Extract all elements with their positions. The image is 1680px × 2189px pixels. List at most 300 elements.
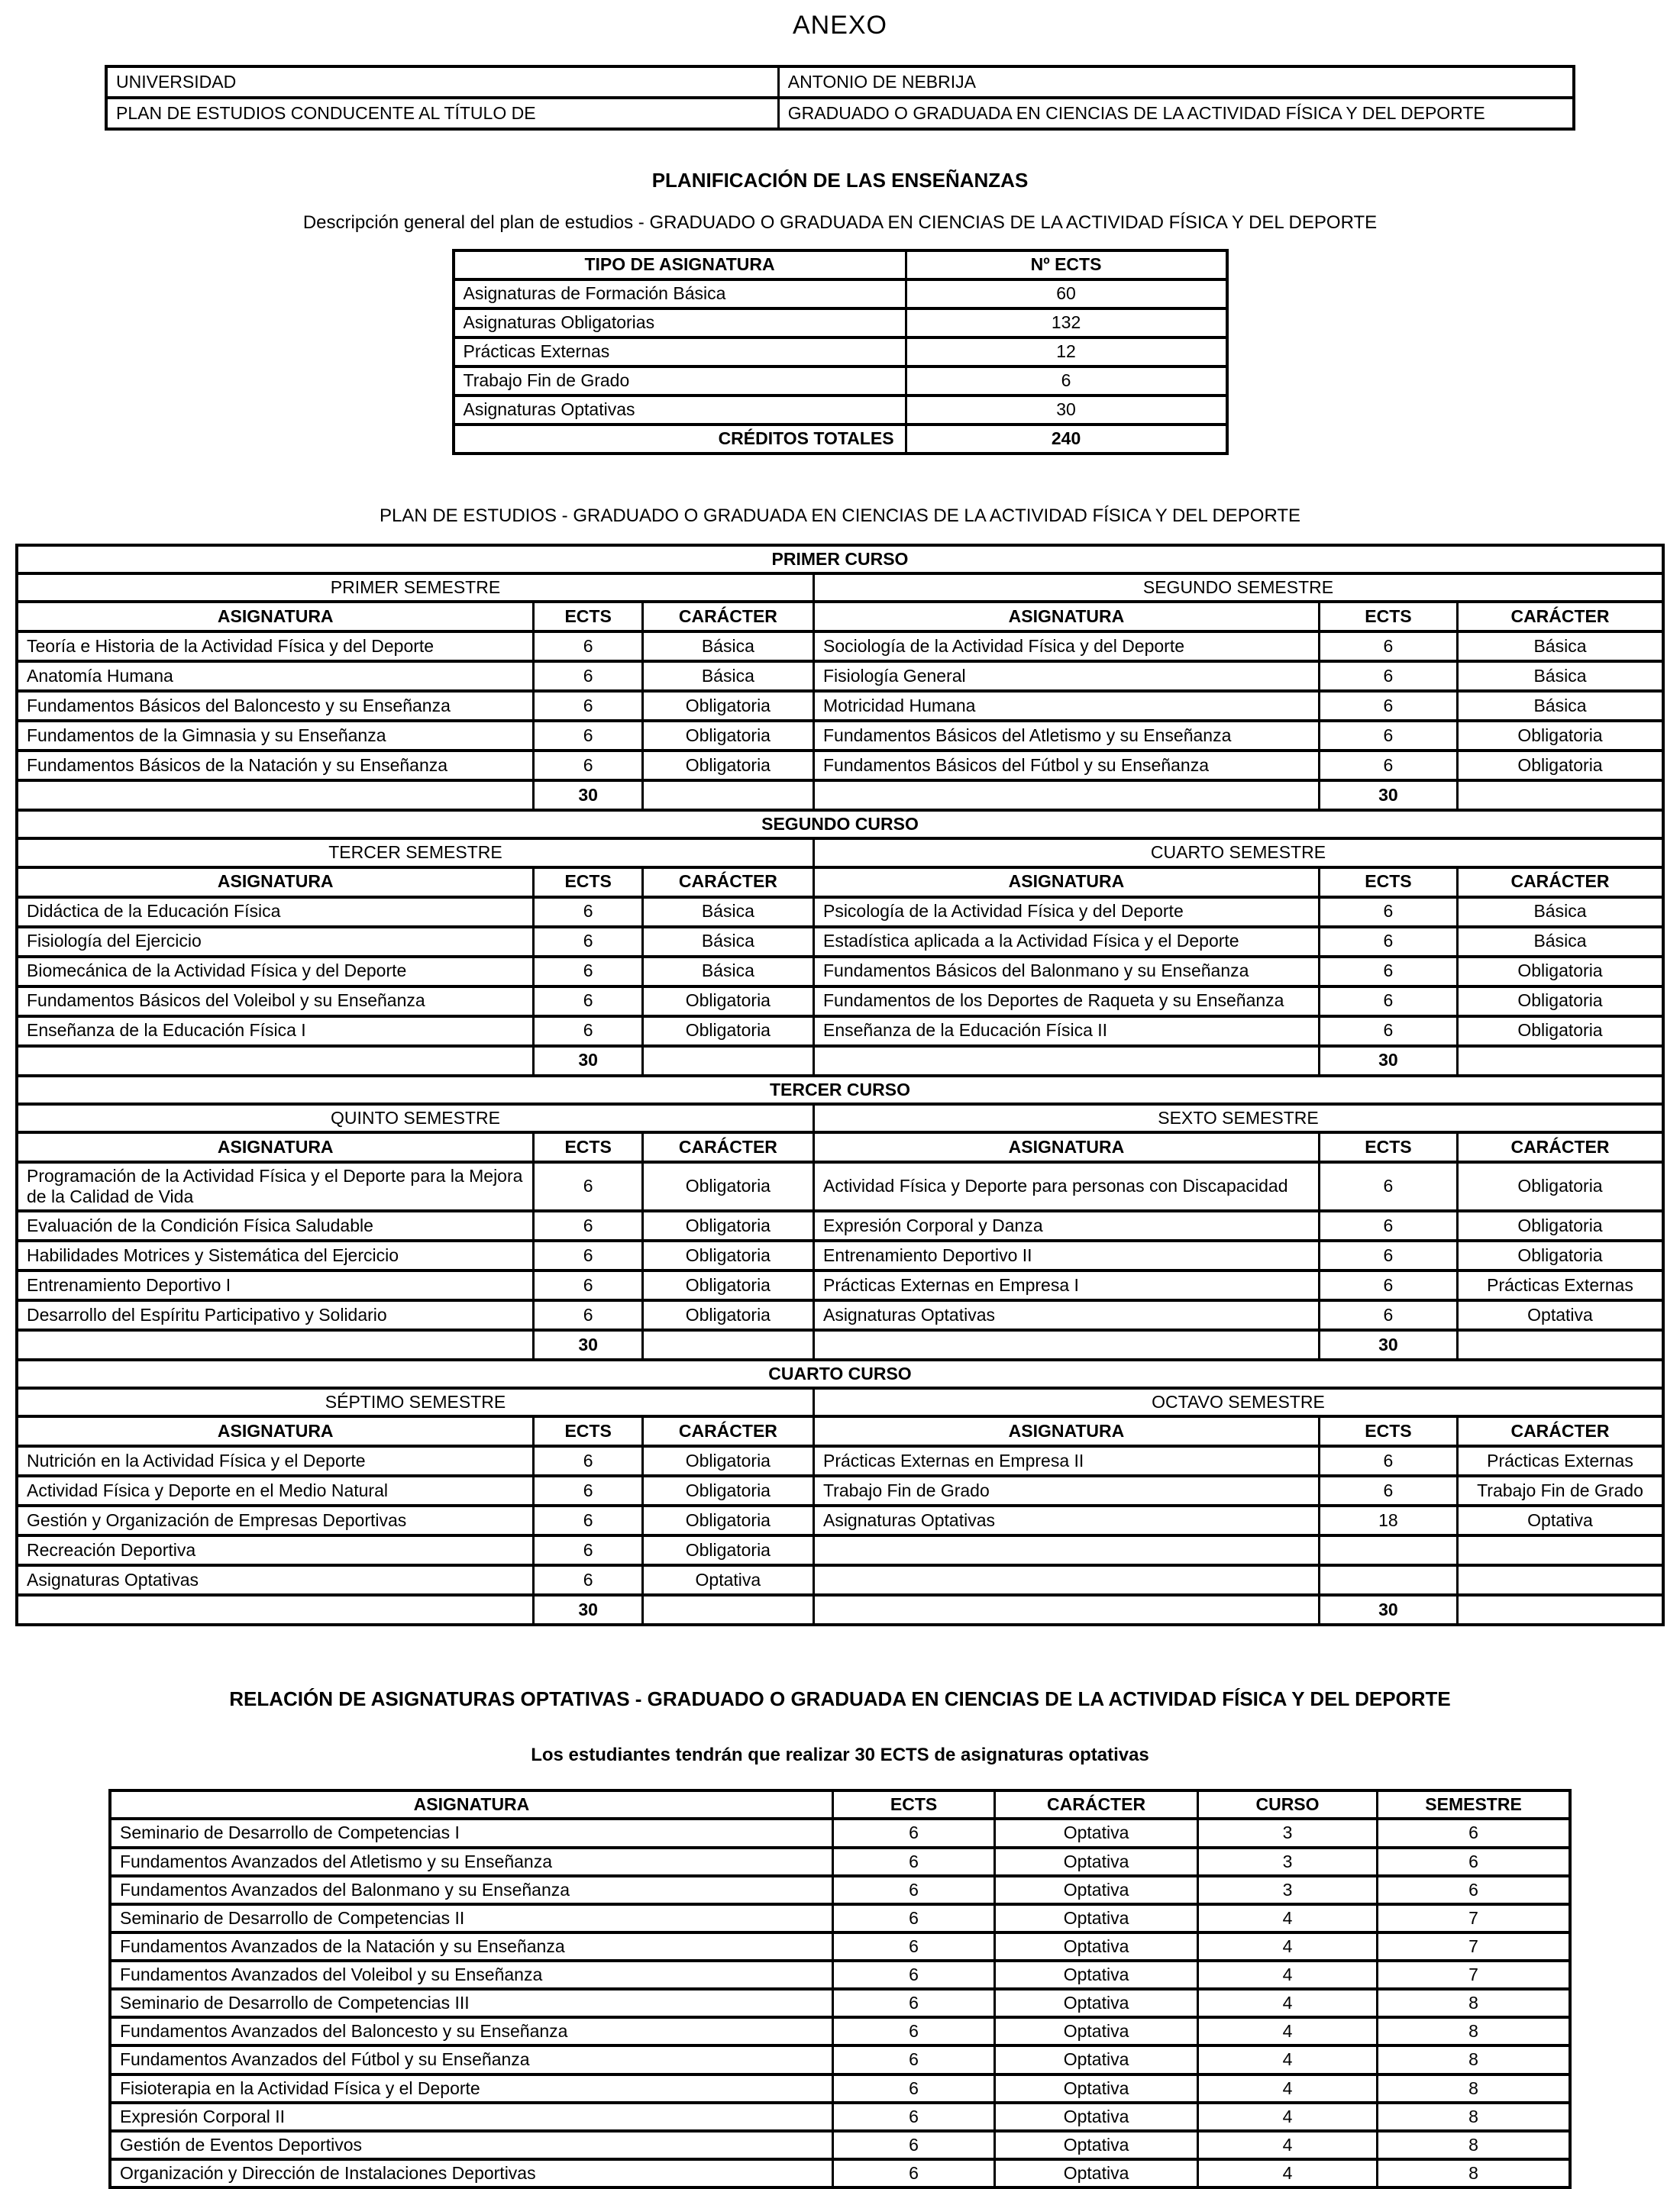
subject-ects: 6 (534, 986, 642, 1016)
empty-cell (17, 1330, 534, 1360)
subject-ects: 6 (534, 631, 642, 661)
subject-caracter: Obligatoria (642, 721, 813, 751)
subject-caracter: Básica (1457, 927, 1663, 957)
subject-name: Expresión Corporal y Danza (813, 1211, 1319, 1241)
subject-name: Enseñanza de la Educación Física II (813, 1016, 1319, 1046)
plan-col-header-caracter: CARÁCTER (642, 1416, 813, 1446)
subject-row (17, 661, 1663, 691)
subject-caracter (1457, 1535, 1663, 1565)
semester-total-row (17, 780, 1663, 810)
elective-curso: 4 (1197, 2103, 1377, 2131)
subject-row (17, 1016, 1663, 1046)
subject-name: Entrenamiento Deportivo II (813, 1241, 1319, 1270)
subject-row (17, 1535, 1663, 1565)
subject-row (17, 897, 1663, 927)
subject-row (17, 1270, 1663, 1300)
elective-ects: 6 (832, 2159, 994, 2187)
empty-cell (17, 1046, 534, 1076)
subject-ects: 6 (534, 1211, 642, 1241)
plan-col-header-ects: ECTS (534, 867, 642, 897)
plan-col-header-ects: ECTS (1319, 1132, 1457, 1162)
empty-cell (642, 780, 813, 810)
subject-row (17, 927, 1663, 957)
subject-name: Psicología de la Actividad Física y del Deporte (813, 897, 1319, 927)
elective-semestre: 8 (1378, 2103, 1570, 2131)
elective-semestre: 7 (1378, 1904, 1570, 1932)
plan-col-header-row (17, 1416, 1663, 1446)
plan-col-header-asignatura: ASIGNATURA (17, 1416, 534, 1446)
empty-cell (813, 1330, 1319, 1360)
subject-ects: 6 (534, 1270, 642, 1300)
subject-name: Anatomía Humana (17, 661, 534, 691)
subject-name: Nutrición en la Actividad Física y el Deporte (17, 1446, 534, 1476)
subject-caracter: Básica (1457, 631, 1663, 661)
credit-summary-header-row (454, 250, 1227, 279)
subject-caracter: Básica (642, 897, 813, 927)
credit-ects: 12 (906, 337, 1226, 366)
elective-row (110, 2159, 1570, 2187)
subject-name (813, 1535, 1319, 1565)
elective-semestre: 6 (1378, 1848, 1570, 1876)
elective-curso: 3 (1197, 1848, 1377, 1876)
empty-cell (17, 780, 534, 810)
plan-col-header-row (17, 602, 1663, 631)
elective-name: Organización y Dirección de Instalaciones Deportivas (110, 2159, 832, 2187)
elective-name: Seminario de Desarrollo de Competencias I (110, 1819, 832, 1847)
subject-name: Actividad Física y Deporte en el Medio Natural (17, 1476, 534, 1506)
subject-name: Fundamentos Básicos de la Natación y su Enseñanza (17, 751, 534, 780)
plan-estudios-heading: PLAN DE ESTUDIOS - GRADUADO O GRADUADA EN CIENCIAS DE LA ACTIVIDAD FÍSICA Y DEL DEPORTE (379, 505, 1301, 526)
subject-caracter: Obligatoria (1457, 1016, 1663, 1046)
semester-total-left: 30 (534, 1330, 642, 1360)
empty-cell (1457, 780, 1663, 810)
subject-ects: 6 (1319, 1270, 1457, 1300)
plan-col-header-caracter: CARÁCTER (1457, 602, 1663, 631)
subject-caracter: Básica (1457, 897, 1663, 927)
subject-caracter: Básica (1457, 661, 1663, 691)
elective-semestre: 6 (1378, 1819, 1570, 1847)
subject-row (17, 721, 1663, 751)
empty-cell (642, 1595, 813, 1625)
subject-caracter: Obligatoria (642, 986, 813, 1016)
subject-name: Prácticas Externas en Empresa I (813, 1270, 1319, 1300)
subject-row (17, 751, 1663, 780)
elective-row (110, 1904, 1570, 1932)
subject-caracter: Optativa (642, 1565, 813, 1595)
subject-row (17, 1476, 1663, 1506)
tipo-asignatura-header: TIPO DE ASIGNATURA (454, 250, 906, 279)
subject-ects: 6 (534, 957, 642, 986)
subject-ects: 6 (534, 721, 642, 751)
elective-semestre: 8 (1378, 2159, 1570, 2187)
semester-total-right: 30 (1319, 1046, 1457, 1076)
semester-total-left: 30 (534, 1046, 642, 1076)
num-ects-header: Nº ECTS (906, 250, 1226, 279)
curso-title: TERCER CURSO (17, 1076, 1663, 1104)
elective-curso: 4 (1197, 2131, 1377, 2159)
elective-name: Seminario de Desarrollo de Competencias II (110, 1904, 832, 1932)
curso-title: CUARTO CURSO (17, 1360, 1663, 1388)
subject-row (17, 986, 1663, 1016)
subject-row (17, 1241, 1663, 1270)
elective-caracter: Optativa (995, 2131, 1198, 2159)
subject-caracter: Básica (642, 661, 813, 691)
empty-cell (642, 1330, 813, 1360)
subject-caracter: Obligatoria (1457, 1241, 1663, 1270)
subject-name: Motricidad Humana (813, 691, 1319, 721)
elective-caracter: Optativa (995, 1876, 1198, 1904)
plan-col-header-caracter: CARÁCTER (1457, 867, 1663, 897)
elective-row (110, 2045, 1570, 2074)
elective-curso: 4 (1197, 1932, 1377, 1961)
plan-col-header-ects: ECTS (534, 1132, 642, 1162)
electives-col-caracter: CARÁCTER (995, 1790, 1198, 1819)
plan-col-header-asignatura: ASIGNATURA (813, 1132, 1319, 1162)
electives-header-row (110, 1790, 1570, 1819)
elective-name: Fundamentos Avanzados del Voleibol y su Enseñanza (110, 1961, 832, 1989)
subject-ects: 6 (534, 1241, 642, 1270)
elective-row (110, 1819, 1570, 1847)
subject-ects: 6 (534, 1300, 642, 1330)
elective-name: Seminario de Desarrollo de Competencias III (110, 1989, 832, 2017)
plan-col-header-asignatura: ASIGNATURA (813, 867, 1319, 897)
plan-col-header-asignatura: ASIGNATURA (17, 602, 534, 631)
electives-col-ects: ECTS (832, 1790, 994, 1819)
subject-name: Fisiología General (813, 661, 1319, 691)
credit-total-label: CRÉDITOS TOTALES (454, 425, 906, 454)
subject-caracter: Optativa (1457, 1300, 1663, 1330)
semester-total-left: 30 (534, 780, 642, 810)
subject-row (17, 631, 1663, 661)
elective-row (110, 1989, 1570, 2017)
subject-name: Programación de la Actividad Física y el Deporte para la Mejora de la Calidad de Vida (17, 1162, 534, 1211)
study-plan-table (15, 544, 1665, 1626)
elective-curso: 4 (1197, 1961, 1377, 1989)
subject-name: Didáctica de la Educación Física (17, 897, 534, 927)
elective-ects: 6 (832, 1848, 994, 1876)
elective-semestre: 7 (1378, 1932, 1570, 1961)
subject-caracter: Obligatoria (642, 1535, 813, 1565)
elective-curso: 4 (1197, 1989, 1377, 2017)
semester-total-right: 30 (1319, 1595, 1457, 1625)
subject-caracter: Básica (642, 927, 813, 957)
elective-row (110, 1848, 1570, 1876)
subject-caracter: Obligatoria (642, 1016, 813, 1046)
credit-ects: 60 (906, 279, 1226, 308)
subject-caracter: Obligatoria (642, 1241, 813, 1270)
subject-name: Asignaturas Optativas (17, 1565, 534, 1595)
subject-caracter: Básica (642, 631, 813, 661)
credit-type: Trabajo Fin de Grado (454, 366, 906, 396)
subject-ects: 6 (1319, 721, 1457, 751)
subject-ects: 6 (534, 661, 642, 691)
elective-curso: 4 (1197, 2017, 1377, 2045)
credit-ects: 6 (906, 366, 1226, 396)
subject-ects: 18 (1319, 1506, 1457, 1535)
elective-ects: 6 (832, 2131, 994, 2159)
subject-ects: 6 (534, 691, 642, 721)
subject-ects: 6 (1319, 1241, 1457, 1270)
semester-title-row (17, 838, 1663, 867)
credit-ects: 132 (906, 308, 1226, 337)
planificacion-heading: PLANIFICACIÓN DE LAS ENSEÑANZAS (651, 169, 1029, 192)
subject-name: Teoría e Historia de la Actividad Física y del Deporte (17, 631, 534, 661)
subject-ects: 6 (1319, 751, 1457, 780)
elective-name: Gestión de Eventos Deportivos (110, 2131, 832, 2159)
subject-ects (1319, 1535, 1457, 1565)
elective-ects: 6 (832, 1819, 994, 1847)
credit-summary-row (454, 308, 1227, 337)
subject-ects: 6 (1319, 691, 1457, 721)
subject-ects: 6 (1319, 1016, 1457, 1046)
plan-description: Descripción general del plan de estudios - GRADUADO O GRADUADA EN CIENCIAS DE LA ACTIVIDAD FÍSICA Y DEL DEPORTE (302, 212, 1378, 233)
semester-title-left: PRIMER SEMESTRE (17, 573, 813, 602)
elective-curso: 4 (1197, 2045, 1377, 2074)
subject-ects: 6 (534, 927, 642, 957)
subject-ects: 6 (534, 751, 642, 780)
subject-ects: 6 (534, 1565, 642, 1595)
empty-cell (813, 1595, 1319, 1625)
subject-name: Actividad Física y Deporte para personas con Discapacidad (813, 1162, 1319, 1211)
subject-caracter (1457, 1565, 1663, 1595)
university-header-table (105, 65, 1575, 131)
subject-ects: 6 (1319, 986, 1457, 1016)
electives-table (108, 1789, 1572, 2189)
elective-caracter: Optativa (995, 1961, 1198, 1989)
plan-col-header-caracter: CARÁCTER (642, 1132, 813, 1162)
semester-total-row (17, 1330, 1663, 1360)
subject-row (17, 691, 1663, 721)
elective-semestre: 6 (1378, 1876, 1570, 1904)
subject-name: Fundamentos Básicos del Balonmano y su Enseñanza (813, 957, 1319, 986)
plan-col-header-row (17, 867, 1663, 897)
elective-caracter: Optativa (995, 1904, 1198, 1932)
subject-ects: 6 (534, 1506, 642, 1535)
subject-caracter: Obligatoria (1457, 751, 1663, 780)
elective-row (110, 1961, 1570, 1989)
subject-name: Prácticas Externas en Empresa II (813, 1446, 1319, 1476)
plan-col-header-row (17, 1132, 1663, 1162)
subject-name: Gestión y Organización de Empresas Deportivas (17, 1506, 534, 1535)
subject-ects: 6 (534, 1162, 642, 1211)
elective-name: Fundamentos Avanzados del Atletismo y su Enseñanza (110, 1848, 832, 1876)
semester-title-right: CUARTO SEMESTRE (813, 838, 1663, 867)
semester-total-row (17, 1595, 1663, 1625)
subject-ects: 6 (534, 1535, 642, 1565)
elective-curso: 3 (1197, 1819, 1377, 1847)
empty-cell (813, 1046, 1319, 1076)
subject-caracter: Obligatoria (642, 1270, 813, 1300)
electives-col-semestre: SEMESTRE (1378, 1790, 1570, 1819)
subject-row (17, 1506, 1663, 1535)
elective-row (110, 2131, 1570, 2159)
subject-caracter: Obligatoria (642, 691, 813, 721)
elective-curso: 3 (1197, 1876, 1377, 1904)
elective-caracter: Optativa (995, 2103, 1198, 2131)
semester-title-row (17, 573, 1663, 602)
subject-name: Enseñanza de la Educación Física I (17, 1016, 534, 1046)
subject-caracter: Básica (1457, 691, 1663, 721)
subject-name: Asignaturas Optativas (813, 1300, 1319, 1330)
subject-caracter: Básica (642, 957, 813, 986)
subject-name: Biomecánica de la Actividad Física y del Deporte (17, 957, 534, 986)
empty-cell (1457, 1595, 1663, 1625)
subject-name: Sociología de la Actividad Física y del Deporte (813, 631, 1319, 661)
semester-total-left: 30 (534, 1595, 642, 1625)
plan-col-header-caracter: CARÁCTER (1457, 1132, 1663, 1162)
semester-title-left: TERCER SEMESTRE (17, 838, 813, 867)
optativas-heading: RELACIÓN DE ASIGNATURAS OPTATIVAS - GRADUADO O GRADUADA EN CIENCIAS DE LA ACTIVIDAD FÍSICA Y DEL DEPORTE (229, 1687, 1451, 1711)
elective-row (110, 2103, 1570, 2131)
semester-total-right: 30 (1319, 780, 1457, 810)
empty-cell (1457, 1330, 1663, 1360)
elective-name: Fundamentos Avanzados del Balonmano y su Enseñanza (110, 1876, 832, 1904)
elective-row (110, 1932, 1570, 1961)
subject-ects: 6 (1319, 1162, 1457, 1211)
plan-col-header-caracter: CARÁCTER (1457, 1416, 1663, 1446)
subject-name: Fundamentos de los Deportes de Raqueta y su Enseñanza (813, 986, 1319, 1016)
elective-caracter: Optativa (995, 1932, 1198, 1961)
plan-col-header-asignatura: ASIGNATURA (813, 1416, 1319, 1446)
subject-ects: 6 (1319, 897, 1457, 927)
elective-semestre: 8 (1378, 1989, 1570, 2017)
subject-row (17, 957, 1663, 986)
subject-caracter: Optativa (1457, 1506, 1663, 1535)
semester-title-row (17, 1104, 1663, 1132)
elective-name: Expresión Corporal II (110, 2103, 832, 2131)
subject-caracter: Obligatoria (642, 751, 813, 780)
credit-summary-row (454, 396, 1227, 425)
subject-caracter: Prácticas Externas (1457, 1270, 1663, 1300)
subject-row (17, 1565, 1663, 1595)
semester-total-right: 30 (1319, 1330, 1457, 1360)
subject-caracter: Obligatoria (642, 1162, 813, 1211)
header-label: UNIVERSIDAD (106, 66, 778, 98)
curso-title-row (17, 810, 1663, 838)
subject-ects: 6 (534, 1016, 642, 1046)
subject-ects: 6 (534, 1476, 642, 1506)
curso-title: SEGUNDO CURSO (17, 810, 1663, 838)
credit-type: Prácticas Externas (454, 337, 906, 366)
plan-col-header-asignatura: ASIGNATURA (17, 867, 534, 897)
subject-ects: 6 (1319, 1211, 1457, 1241)
elective-semestre: 7 (1378, 1961, 1570, 1989)
elective-row (110, 2017, 1570, 2045)
elective-name: Fundamentos Avanzados de la Natación y su Enseñanza (110, 1932, 832, 1961)
elective-caracter: Optativa (995, 2159, 1198, 2187)
credit-type: Asignaturas Obligatorias (454, 308, 906, 337)
elective-caracter: Optativa (995, 2074, 1198, 2103)
subject-caracter: Obligatoria (642, 1506, 813, 1535)
elective-caracter: Optativa (995, 2017, 1198, 2045)
subject-name: Habilidades Motrices y Sistemática del Ejercicio (17, 1241, 534, 1270)
subject-ects: 6 (1319, 1446, 1457, 1476)
semester-title-right: SEGUNDO SEMESTRE (813, 573, 1663, 602)
subject-name: Fundamentos de la Gimnasia y su Enseñanza (17, 721, 534, 751)
electives-col-asignatura: ASIGNATURA (110, 1790, 832, 1819)
subject-caracter: Obligatoria (1457, 1162, 1663, 1211)
subject-name: Fundamentos Básicos del Atletismo y su Enseñanza (813, 721, 1319, 751)
header-row (106, 66, 1574, 98)
empty-cell (17, 1595, 534, 1625)
plan-col-header-ects: ECTS (1319, 867, 1457, 897)
subject-ects: 6 (1319, 927, 1457, 957)
elective-name: Fisioterapia en la Actividad Física y el Deporte (110, 2074, 832, 2103)
subject-caracter: Obligatoria (642, 1211, 813, 1241)
subject-caracter: Obligatoria (642, 1300, 813, 1330)
credit-type: Asignaturas de Formación Básica (454, 279, 906, 308)
subject-caracter: Obligatoria (1457, 986, 1663, 1016)
subject-ects: 6 (1319, 631, 1457, 661)
subject-ects: 6 (534, 897, 642, 927)
subject-ects: 6 (1319, 957, 1457, 986)
elective-ects: 6 (832, 2017, 994, 2045)
curso-title: PRIMER CURSO (17, 545, 1663, 573)
subject-name: Fundamentos Básicos del Baloncesto y su Enseñanza (17, 691, 534, 721)
semester-title-left: QUINTO SEMESTRE (17, 1104, 813, 1132)
empty-cell (1457, 1046, 1663, 1076)
elective-curso: 4 (1197, 2159, 1377, 2187)
elective-ects: 6 (832, 1904, 994, 1932)
semester-title-row (17, 1388, 1663, 1416)
curso-title-row (17, 1076, 1663, 1104)
elective-semestre: 8 (1378, 2017, 1570, 2045)
subject-caracter: Obligatoria (1457, 1211, 1663, 1241)
plan-col-header-caracter: CARÁCTER (642, 867, 813, 897)
credit-total-value: 240 (906, 425, 1226, 454)
elective-caracter: Optativa (995, 1989, 1198, 2017)
subject-ects: 6 (1319, 1476, 1457, 1506)
elective-semestre: 8 (1378, 2045, 1570, 2074)
empty-cell (813, 780, 1319, 810)
header-row (106, 98, 1574, 129)
plan-col-header-ects: ECTS (1319, 1416, 1457, 1446)
elective-ects: 6 (832, 2074, 994, 2103)
subject-name: Fundamentos Básicos del Voleibol y su Enseñanza (17, 986, 534, 1016)
semester-title-left: SÉPTIMO SEMESTRE (17, 1388, 813, 1416)
elective-ects: 6 (832, 2103, 994, 2131)
plan-col-header-ects: ECTS (1319, 602, 1457, 631)
elective-ects: 6 (832, 1876, 994, 1904)
plan-col-header-ects: ECTS (534, 1416, 642, 1446)
elective-ects: 6 (832, 1961, 994, 1989)
elective-name: Fundamentos Avanzados del Fútbol y su Enseñanza (110, 2045, 832, 2074)
subject-name: Fundamentos Básicos del Fútbol y su Enseñanza (813, 751, 1319, 780)
credit-summary-table (452, 249, 1229, 455)
elective-ects: 6 (832, 1989, 994, 2017)
credit-total-row (454, 425, 1227, 454)
elective-curso: 4 (1197, 1904, 1377, 1932)
subject-ects: 6 (534, 1446, 642, 1476)
subject-name: Entrenamiento Deportivo I (17, 1270, 534, 1300)
subject-row (17, 1162, 1663, 1211)
elective-curso: 4 (1197, 2074, 1377, 2103)
page-title: ANEXO (792, 11, 888, 40)
credit-summary-row (454, 337, 1227, 366)
subject-name: Evaluación de la Condición Física Saludable (17, 1211, 534, 1241)
subject-ects: 6 (1319, 1300, 1457, 1330)
elective-name: Fundamentos Avanzados del Baloncesto y su Enseñanza (110, 2017, 832, 2045)
credit-summary-row (454, 366, 1227, 396)
subject-name (813, 1565, 1319, 1595)
subject-row (17, 1211, 1663, 1241)
subject-name: Fisiología del Ejercicio (17, 927, 534, 957)
header-label: PLAN DE ESTUDIOS CONDUCENTE AL TÍTULO DE (106, 98, 778, 129)
subject-row (17, 1446, 1663, 1476)
optativas-subheading: Los estudiantes tendrán que realizar 30 ECTS de asignaturas optativas (531, 1745, 1149, 1766)
plan-col-header-ects: ECTS (534, 602, 642, 631)
subject-row (17, 1300, 1663, 1330)
